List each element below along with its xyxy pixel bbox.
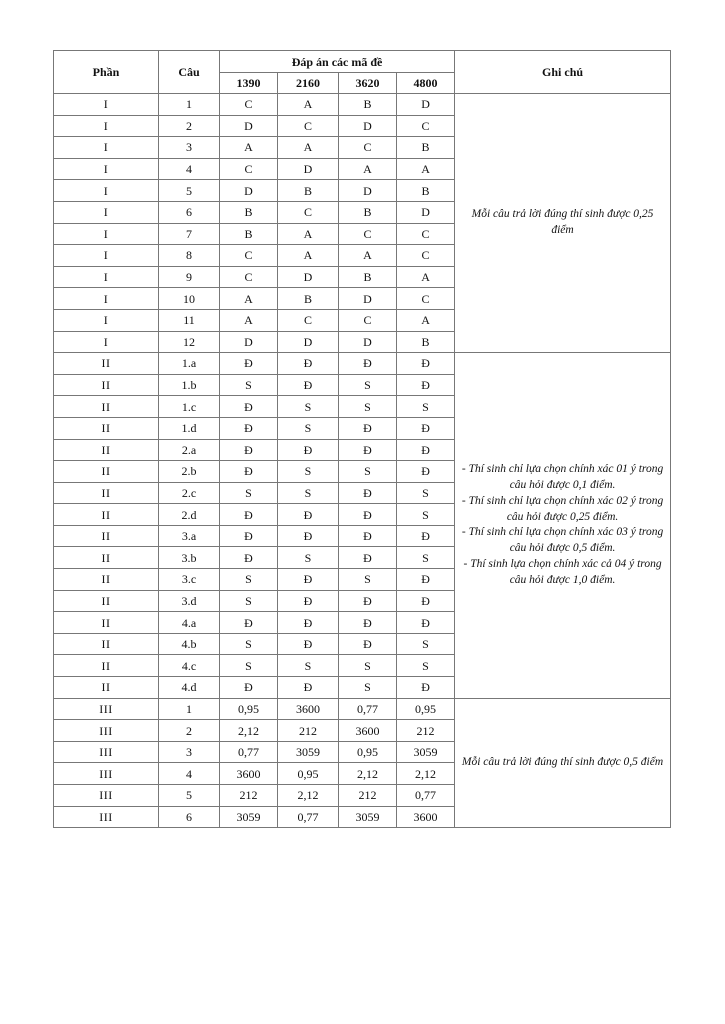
answer-cell: Đ [220,417,278,439]
answer-cell: S [220,482,278,504]
answer-cell: 0,95 [220,698,278,720]
header-note: Ghi chú [455,51,671,94]
answer-cell: D [339,180,397,202]
answer-key-sheet [53,50,670,828]
header-code: 3620 [339,73,397,94]
answer-cell: Đ [220,547,278,569]
answer-cell: B [397,137,455,159]
part-cell: II [54,612,159,634]
answer-cell: Đ [397,353,455,375]
part-cell: II [54,655,159,677]
question-cell: 4 [159,158,220,180]
answer-cell: D [339,331,397,353]
header-code: 1390 [220,73,278,94]
answer-cell: Đ [278,439,339,461]
answer-cell: 3059 [278,741,339,763]
answer-cell: Đ [397,374,455,396]
part-cell: II [54,353,159,375]
answer-cell: C [339,137,397,159]
question-cell: 3 [159,741,220,763]
question-cell: 1 [159,94,220,116]
part-cell: II [54,525,159,547]
question-cell: 3.a [159,525,220,547]
answer-cell: A [339,158,397,180]
answer-cell: S [339,461,397,483]
answer-cell: S [339,569,397,591]
answer-cell: 2,12 [397,763,455,785]
answer-cell: Đ [339,590,397,612]
question-cell: 3 [159,137,220,159]
part-cell: III [54,785,159,807]
answer-cell: B [397,331,455,353]
answer-cell: 212 [397,720,455,742]
answer-cell: Đ [220,353,278,375]
answer-cell: A [220,288,278,310]
question-cell: 2 [159,115,220,137]
answer-cell: Đ [278,353,339,375]
answer-cell: Đ [220,525,278,547]
answer-cell: Đ [397,439,455,461]
answer-cell: 0,77 [339,698,397,720]
answer-cell: Đ [220,396,278,418]
answer-cell: Đ [278,612,339,634]
answer-cell: C [278,115,339,137]
answer-cell: C [278,309,339,331]
table-row [54,353,671,375]
question-cell: 8 [159,245,220,267]
answer-cell: 0,77 [397,785,455,807]
answer-cell: C [339,223,397,245]
part-cell: I [54,266,159,288]
question-cell: 6 [159,201,220,223]
header-question: Câu [159,51,220,94]
answer-cell: S [278,396,339,418]
part-cell: III [54,720,159,742]
part-cell: II [54,482,159,504]
part-cell: II [54,590,159,612]
answer-cell: 3600 [339,720,397,742]
answer-cell: D [278,158,339,180]
answer-cell: A [278,137,339,159]
answer-cell: B [339,201,397,223]
question-cell: 7 [159,223,220,245]
answer-cell: 2,12 [339,763,397,785]
answer-cell: S [339,374,397,396]
answer-key-table [53,50,671,828]
answer-cell: 0,95 [339,741,397,763]
answer-cell: S [397,633,455,655]
answer-cell: B [220,201,278,223]
answer-cell: Đ [278,633,339,655]
answer-cell: 2,12 [220,720,278,742]
answer-cell: S [339,677,397,699]
answer-cell: Đ [397,461,455,483]
question-cell: 5 [159,180,220,202]
answer-cell: D [339,115,397,137]
answer-cell: 2,12 [278,785,339,807]
answer-cell: B [220,223,278,245]
part-cell: III [54,763,159,785]
question-cell: 1.a [159,353,220,375]
note-line: Mỗi câu trả lời đúng thí sinh được 0,5 điểm [461,755,664,768]
part-cell: I [54,245,159,267]
answer-cell: S [397,547,455,569]
question-cell: 3.d [159,590,220,612]
answer-cell: C [397,115,455,137]
note-cell [455,353,671,699]
part-cell: I [54,158,159,180]
answer-cell: C [397,245,455,267]
answer-cell: Đ [397,569,455,591]
table-row [54,698,671,720]
answer-cell: C [397,288,455,310]
answer-cell: A [397,158,455,180]
part-cell: I [54,94,159,116]
answer-cell: Đ [278,677,339,699]
header-answers-group: Đáp án các mã đề [220,51,455,73]
question-cell: 4.a [159,612,220,634]
question-cell: 1 [159,698,220,720]
question-cell: 2.d [159,504,220,526]
answer-cell: C [278,201,339,223]
part-cell: II [54,569,159,591]
answer-cell: S [278,547,339,569]
question-cell: 2.b [159,461,220,483]
answer-cell: Đ [278,569,339,591]
answer-cell: Đ [220,612,278,634]
answer-cell: S [397,396,455,418]
table-row [54,94,671,116]
answer-cell: B [339,266,397,288]
question-cell: 5 [159,785,220,807]
answer-cell: Đ [339,547,397,569]
answer-cell: S [278,655,339,677]
part-cell: I [54,223,159,245]
answer-cell: D [339,288,397,310]
part-cell: II [54,547,159,569]
answer-cell: A [278,94,339,116]
answer-cell: D [220,115,278,137]
answer-cell: Đ [397,612,455,634]
part-cell: I [54,309,159,331]
part-cell: III [54,741,159,763]
answer-cell: 3600 [278,698,339,720]
part-cell: III [54,698,159,720]
note-line: - Thí sinh lựa chọn chính xác cả 04 ý trong câu hỏi được 1,0 điểm. [463,558,662,586]
question-cell: 1.d [159,417,220,439]
answer-cell: D [278,331,339,353]
note-cell [455,698,671,828]
answer-cell: Đ [339,504,397,526]
question-cell: 2.c [159,482,220,504]
answer-cell: S [278,482,339,504]
answer-cell: S [339,655,397,677]
answer-cell: A [339,245,397,267]
answer-cell: S [220,374,278,396]
question-cell: 10 [159,288,220,310]
answer-cell: S [397,504,455,526]
answer-cell: Đ [339,525,397,547]
header-part: Phần [54,51,159,94]
answer-cell: Đ [339,417,397,439]
answer-cell: C [339,309,397,331]
answer-cell: Đ [278,374,339,396]
part-cell: II [54,439,159,461]
question-cell: 4 [159,763,220,785]
answer-cell: 212 [278,720,339,742]
part-cell: II [54,461,159,483]
answer-cell: 3600 [397,806,455,828]
part-cell: II [54,504,159,526]
answer-cell: A [278,223,339,245]
answer-cell: Đ [339,612,397,634]
answer-cell: Đ [278,504,339,526]
note-line: - Thí sinh chỉ lựa chọn chính xác 01 ý trong câu hỏi được 0,1 điểm. [461,462,664,491]
question-cell: 2 [159,720,220,742]
answer-cell: Đ [339,353,397,375]
part-cell: I [54,288,159,310]
question-cell: 4.c [159,655,220,677]
answer-cell: D [397,201,455,223]
answer-cell: 212 [339,785,397,807]
part-cell: II [54,633,159,655]
answer-cell: 0,95 [397,698,455,720]
answer-cell: A [278,245,339,267]
answer-cell: D [278,266,339,288]
note-line: - Thí sinh chỉ lựa chọn chính xác 02 ý trong câu hỏi được 0,25 điểm. [461,494,664,523]
part-cell: III [54,806,159,828]
answer-cell: S [220,590,278,612]
answer-cell: B [397,180,455,202]
answer-cell: 0,77 [220,741,278,763]
answer-cell: Đ [397,525,455,547]
answer-cell: C [220,245,278,267]
part-cell: I [54,201,159,223]
note-line: Mỗi câu trả lời đúng thí sinh được 0,25 điểm [471,208,654,237]
answer-cell: B [339,94,397,116]
answer-cell: Đ [278,525,339,547]
header-code: 4800 [397,73,455,94]
answer-cell: A [220,137,278,159]
answer-cell: 3600 [220,763,278,785]
question-cell: 3.b [159,547,220,569]
answer-cell: C [220,94,278,116]
part-cell: II [54,417,159,439]
answer-cell: B [278,288,339,310]
question-cell: 4.d [159,677,220,699]
note-line: - Thí sinh chỉ lựa chọn chính xác 03 ý trong câu hỏi được 0,5 điểm. [461,526,664,555]
part-cell: II [54,677,159,699]
answer-cell: D [397,94,455,116]
answer-cell: 0,95 [278,763,339,785]
answer-cell: S [278,417,339,439]
answer-cell: S [397,655,455,677]
answer-cell: S [220,655,278,677]
answer-cell: Đ [397,677,455,699]
answer-cell: Đ [397,417,455,439]
question-cell: 9 [159,266,220,288]
question-cell: 4.b [159,633,220,655]
part-cell: II [54,374,159,396]
answer-cell: 3059 [339,806,397,828]
part-cell: I [54,331,159,353]
answer-cell: Đ [339,439,397,461]
part-cell: I [54,115,159,137]
answer-cell: 3059 [220,806,278,828]
answer-cell: S [397,482,455,504]
answer-cell: S [339,396,397,418]
answer-cell: Đ [278,590,339,612]
part-cell: II [54,396,159,418]
question-cell: 6 [159,806,220,828]
question-cell: 1.b [159,374,220,396]
answer-cell: S [220,569,278,591]
part-cell: I [54,137,159,159]
answer-key-body [54,94,671,828]
answer-cell: C [220,158,278,180]
question-cell: 3.c [159,569,220,591]
answer-cell: D [220,331,278,353]
answer-cell: Đ [220,677,278,699]
answer-cell: B [278,180,339,202]
question-cell: 2.a [159,439,220,461]
answer-cell: 212 [220,785,278,807]
answer-cell: A [397,309,455,331]
answer-cell: C [220,266,278,288]
part-cell: I [54,180,159,202]
answer-cell: Đ [220,461,278,483]
answer-cell: A [220,309,278,331]
answer-cell: Đ [339,633,397,655]
question-cell: 1.c [159,396,220,418]
answer-cell: 3059 [397,741,455,763]
header-row [54,51,671,73]
answer-cell: S [220,633,278,655]
answer-cell: C [397,223,455,245]
answer-cell: A [397,266,455,288]
answer-cell: D [220,180,278,202]
question-cell: 12 [159,331,220,353]
answer-cell: Đ [339,482,397,504]
answer-cell: Đ [220,504,278,526]
note-cell [455,94,671,353]
answer-cell: Đ [397,590,455,612]
header-code: 2160 [278,73,339,94]
answer-cell: S [278,461,339,483]
answer-cell: Đ [220,439,278,461]
question-cell: 11 [159,309,220,331]
answer-cell: 0,77 [278,806,339,828]
